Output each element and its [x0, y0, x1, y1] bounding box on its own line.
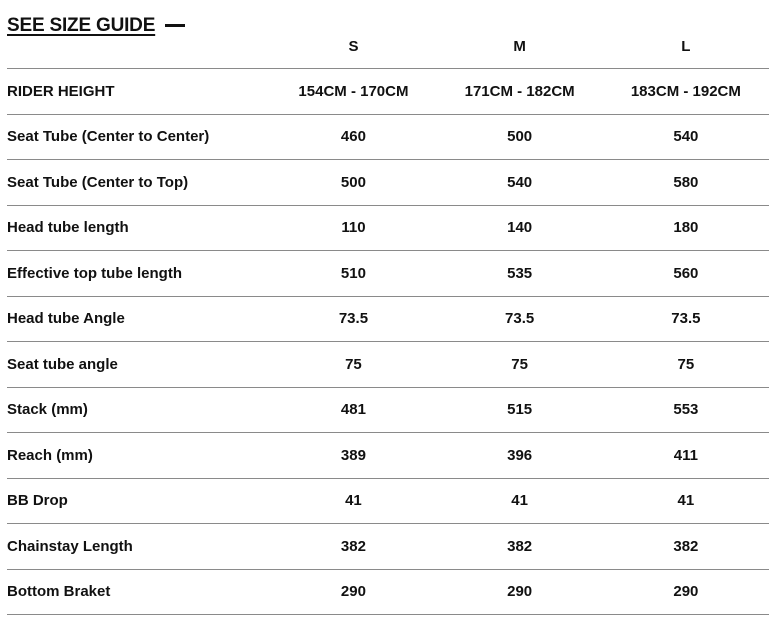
table-cell: 140 — [437, 205, 603, 251]
table-cell: 171CM - 182CM — [437, 69, 603, 115]
minus-icon[interactable] — [165, 24, 185, 27]
table-row — [7, 524, 769, 570]
table-cell: 41 — [603, 478, 769, 524]
row-label: Seat tube angle — [7, 342, 270, 388]
table-cell: 500 — [437, 114, 603, 160]
table-cell: 41 — [270, 478, 436, 524]
table-cell: 535 — [437, 251, 603, 297]
row-label: Effective top tube length — [7, 251, 270, 297]
table-cell: 411 — [603, 433, 769, 479]
table-cell: 75 — [270, 342, 436, 388]
row-label: Seat Tube (Center to Center) — [7, 114, 270, 160]
table-row — [7, 296, 769, 342]
table-row — [7, 387, 769, 433]
table-cell: 515 — [437, 387, 603, 433]
table-cell: 540 — [437, 160, 603, 206]
size-header-m: M — [437, 24, 603, 69]
table-cell: 500 — [270, 160, 436, 206]
table-cell: 460 — [270, 114, 436, 160]
table-cell: 382 — [603, 524, 769, 570]
table-cell: 481 — [270, 387, 436, 433]
row-label: Reach (mm) — [7, 433, 270, 479]
table-row — [7, 342, 769, 388]
row-label: Seat Tube (Center to Top) — [7, 160, 270, 206]
table-cell: 553 — [603, 387, 769, 433]
table-cell: 290 — [270, 569, 436, 615]
table-cell: 73.5 — [437, 296, 603, 342]
table-cell: 389 — [270, 433, 436, 479]
table-cell: 580 — [603, 160, 769, 206]
size-guide-toggle[interactable] — [7, 13, 185, 39]
table-row — [7, 569, 769, 615]
table-cell: 75 — [437, 342, 603, 388]
table-cell: 75 — [603, 342, 769, 388]
table-cell: 290 — [437, 569, 603, 615]
table-cell: 290 — [603, 569, 769, 615]
table-cell: 154CM - 170CM — [270, 69, 436, 115]
table-row — [7, 69, 769, 115]
table-cell: 183CM - 192CM — [603, 69, 769, 115]
row-label: Bottom Braket — [7, 569, 270, 615]
geometry-table — [7, 24, 769, 615]
row-label: RIDER HEIGHT — [7, 69, 270, 115]
table-row — [7, 433, 769, 479]
row-label: Head tube Angle — [7, 296, 270, 342]
row-label: BB Drop — [7, 478, 270, 524]
table-row — [7, 478, 769, 524]
table-cell: 110 — [270, 205, 436, 251]
row-label: Stack (mm) — [7, 387, 270, 433]
table-cell: 180 — [603, 205, 769, 251]
table-row — [7, 114, 769, 160]
table-cell: 382 — [270, 524, 436, 570]
table-row — [7, 251, 769, 297]
table-cell: 540 — [603, 114, 769, 160]
table-cell: 382 — [437, 524, 603, 570]
table-cell: 560 — [603, 251, 769, 297]
table-cell: 73.5 — [603, 296, 769, 342]
size-header-s: S — [270, 24, 436, 69]
table-cell: 396 — [437, 433, 603, 479]
row-label: Chainstay Length — [7, 524, 270, 570]
table-cell: 510 — [270, 251, 436, 297]
table-row — [7, 205, 769, 251]
row-label: Head tube length — [7, 205, 270, 251]
table-cell: 73.5 — [270, 296, 436, 342]
size-guide-title[interactable]: SEE SIZE GUIDE — [7, 15, 156, 36]
table-row — [7, 160, 769, 206]
table-cell: 41 — [437, 478, 603, 524]
size-header-l: L — [603, 24, 769, 69]
